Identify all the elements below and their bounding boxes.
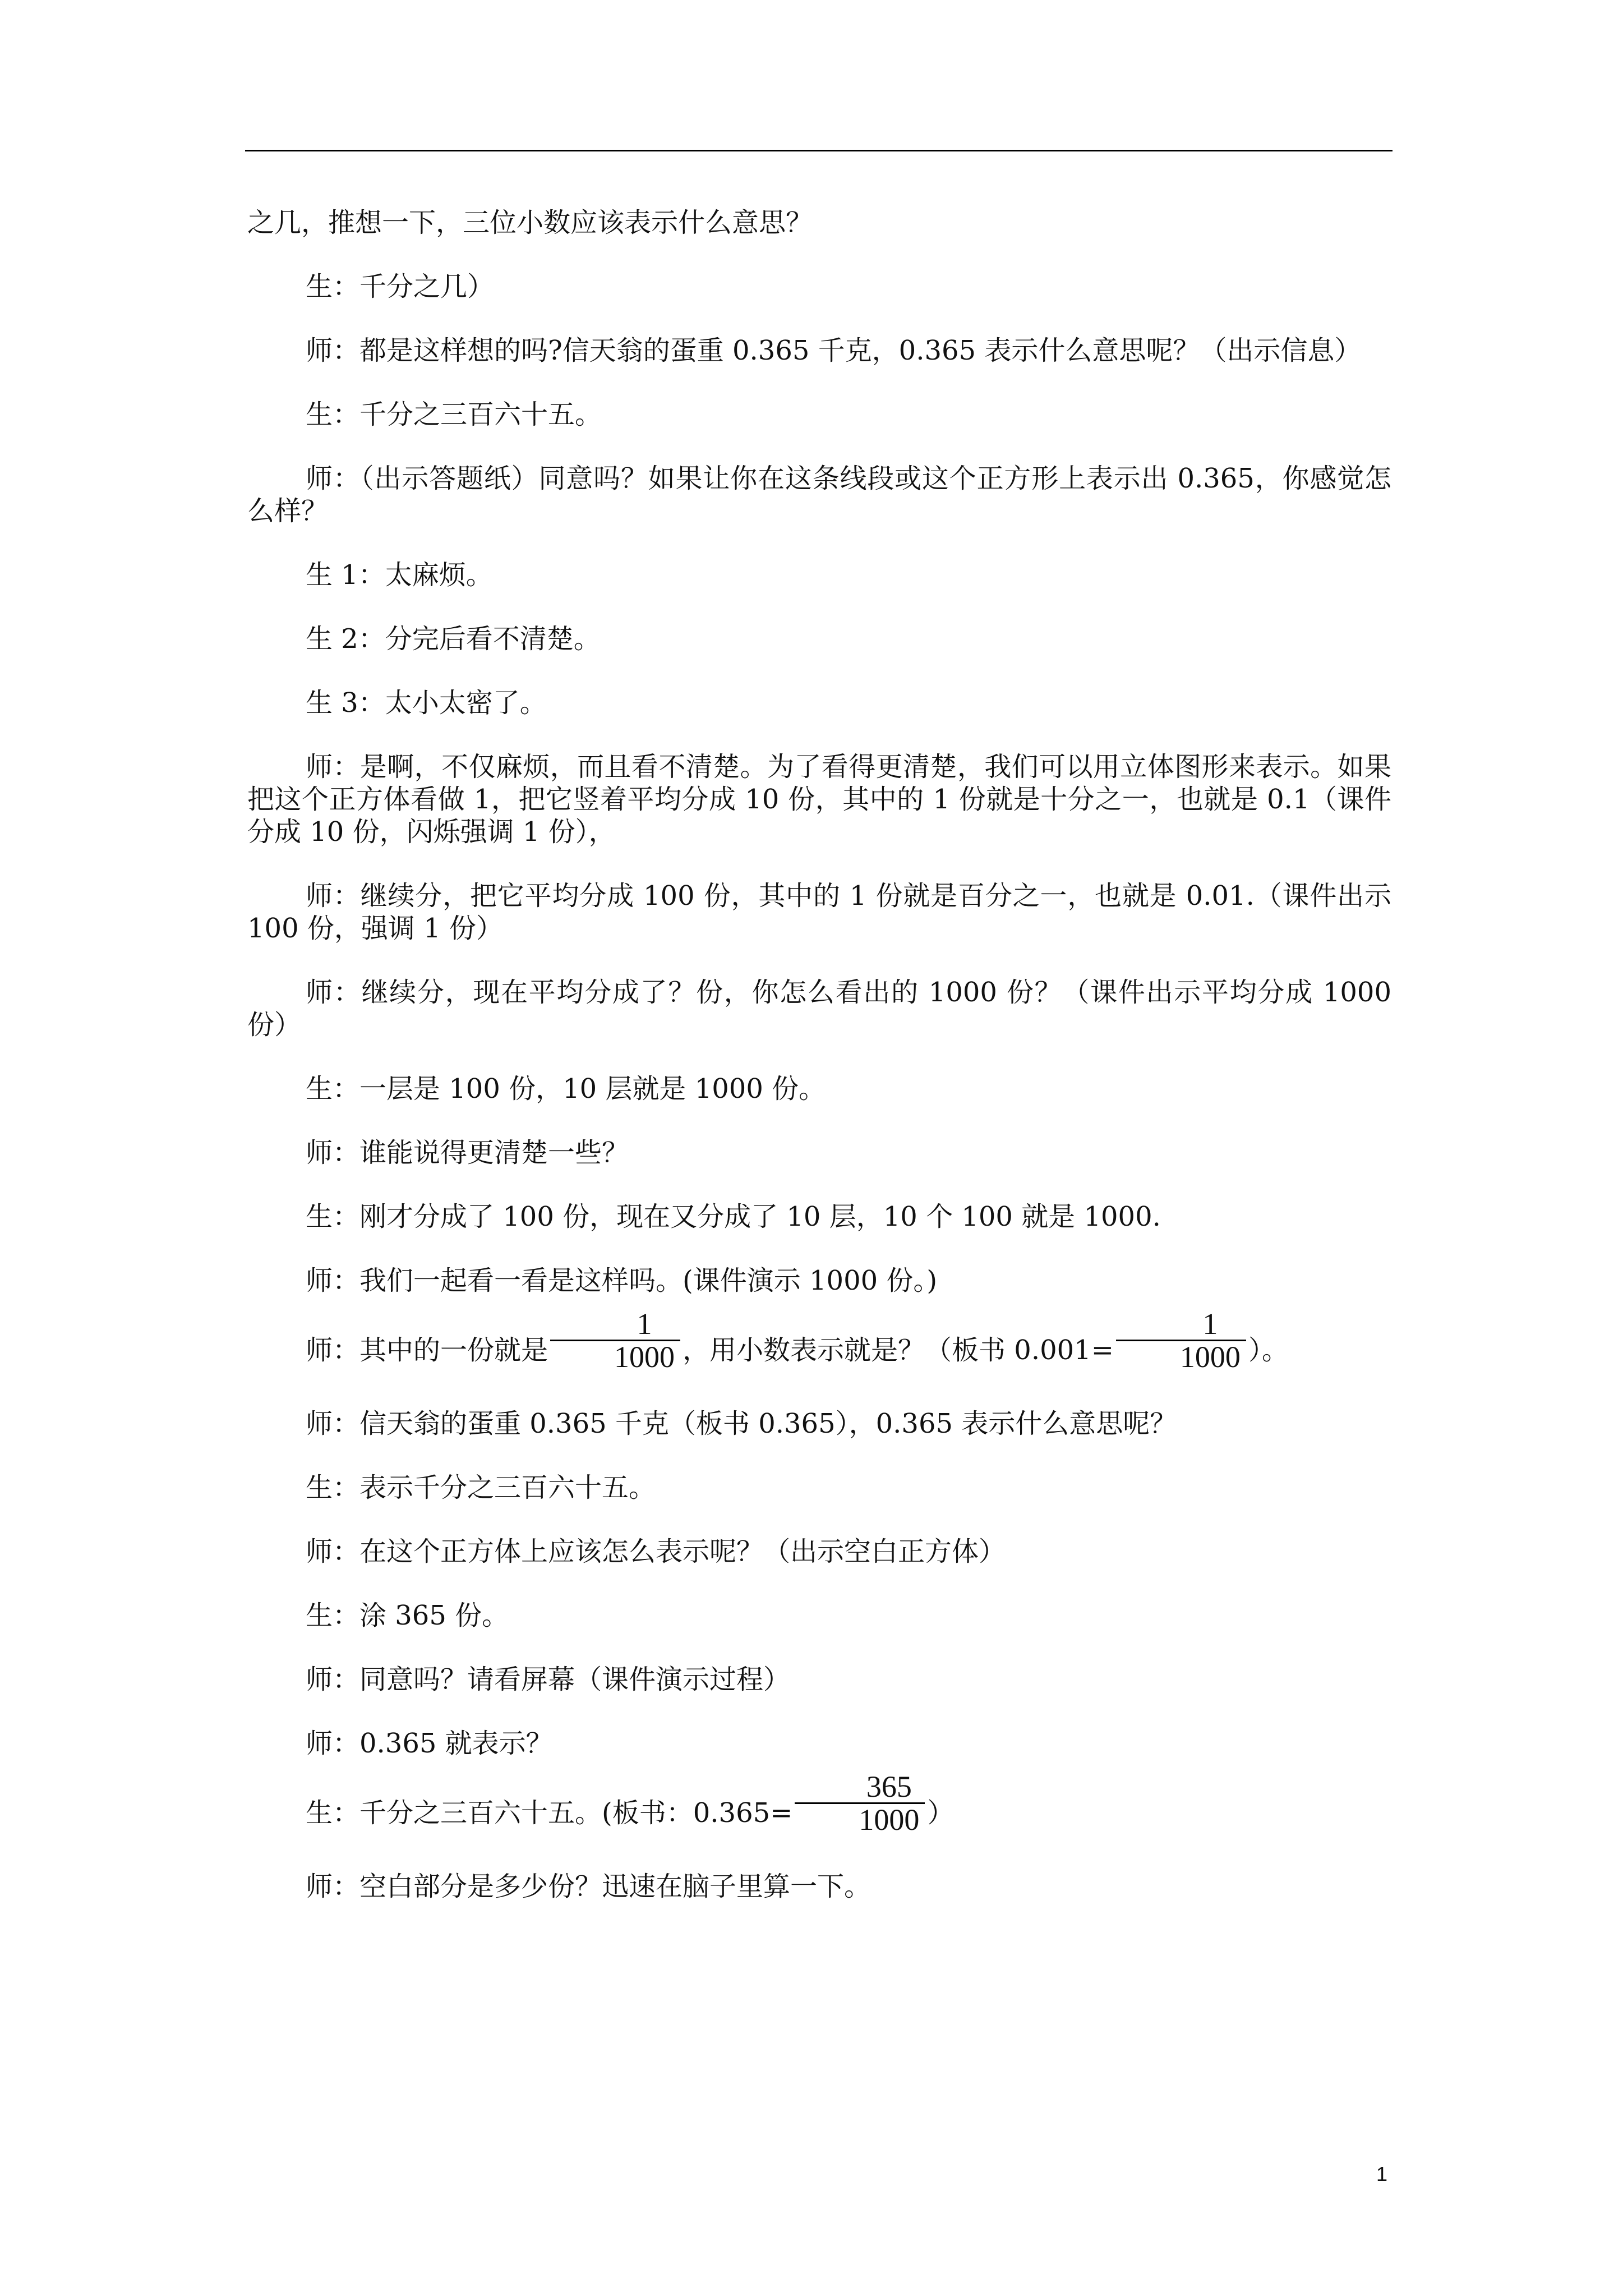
document-body bbox=[247, 206, 1391, 1934]
paragraph: 师：都是这样想的吗?信天翁的蛋重 0.365 千克，0.365 表示什么意思呢？（出示信息） bbox=[306, 335, 1362, 366]
fraction bbox=[795, 1771, 925, 1835]
paragraph: 生：刚才分成了 100 份，现在又分成了 10 层，10 个 100 就是 1000. bbox=[306, 1201, 1161, 1232]
paragraph-with-fractions bbox=[247, 1307, 1391, 1376]
paragraph: 师：是啊，不仅麻烦，而且看不清楚。为了看得更清楚，我们可以用立体图形来表示。如果把这个正方体看做 1，把它竖着平均分成 10 份，其中的 1 份就是十分之一，也就是 0.1（课件分成 10 份，闪烁强调 1 份）， bbox=[247, 751, 1391, 848]
paragraph: 生 2：分完后看不清楚。 bbox=[306, 623, 601, 655]
paragraph: 生：表示千分之三百六十五。 bbox=[306, 1472, 656, 1503]
paragraph: 师：（出示答题纸）同意吗？如果让你在这条线段或这个正方形上表示出 0.365，你感觉怎么样？ bbox=[247, 463, 1391, 527]
paragraph-with-fraction bbox=[247, 1770, 1391, 1839]
text-run: ） bbox=[927, 1797, 955, 1829]
paragraph: 师：信天翁的蛋重 0.365 千克（板书 0.365），0.365 表示什么意思呢？ bbox=[306, 1408, 1177, 1439]
paragraph: 生：千分之三百六十五。 bbox=[306, 399, 602, 430]
text-run: 师：其中的一份就是 bbox=[306, 1335, 548, 1366]
fraction-numerator: 1 bbox=[637, 1307, 652, 1341]
fraction bbox=[550, 1308, 680, 1373]
paragraph: 师：我们一起看一看是这样吗。(课件演示 1000 份。) bbox=[306, 1265, 938, 1296]
fraction-numerator: 365 bbox=[866, 1770, 912, 1803]
fraction-numerator: 1 bbox=[1202, 1307, 1218, 1341]
page-number: 1 bbox=[1376, 2162, 1388, 2185]
paragraph: 之几，推想一下，三位小数应该表示什么意思？ bbox=[247, 207, 813, 238]
paragraph: 生：涂 365 份。 bbox=[306, 1600, 509, 1631]
fraction bbox=[1116, 1308, 1246, 1373]
paragraph: 师：谁能说得更清楚一些？ bbox=[306, 1137, 629, 1168]
fraction-denominator: 1000 bbox=[795, 1802, 925, 1835]
fraction-denominator: 1000 bbox=[1116, 1340, 1246, 1373]
header-rule bbox=[245, 150, 1393, 151]
fraction-denominator: 1000 bbox=[550, 1340, 680, 1373]
paragraph: 生：千分之几） bbox=[306, 271, 495, 302]
text-run: ）。 bbox=[1248, 1335, 1289, 1366]
paragraph: 师：继续分，现在平均分成了？份，你怎么看出的 1000 份？（课件出示平均分成 1000 份） bbox=[247, 977, 1391, 1041]
text-run: ，用小数表示就是？（板书 0.001= bbox=[683, 1335, 1114, 1366]
paragraph: 生 3：太小太密了。 bbox=[306, 687, 547, 719]
paragraph: 师：同意吗？请看屏幕（课件演示过程） bbox=[306, 1664, 791, 1695]
paragraph: 师：空白部分是多少份？迅速在脑子里算一下。 bbox=[306, 1871, 872, 1902]
paragraph: 生：一层是 100 份，10 层就是 1000 份。 bbox=[306, 1073, 826, 1105]
paragraph: 师：继续分，把它平均分成 100 份，其中的 1 份就是百分之一，也就是 0.01.（课件出示 100 份，强调 1 份） bbox=[247, 880, 1391, 944]
paragraph: 师：在这个正方体上应该怎么表示呢？（出示空白正方体） bbox=[306, 1536, 1006, 1567]
paragraph: 生 1：太麻烦。 bbox=[306, 559, 493, 591]
paragraph: 师：0.365 就表示？ bbox=[306, 1728, 553, 1759]
text-run: 生：千分之三百六十五。(板书：0.365= bbox=[306, 1797, 793, 1829]
